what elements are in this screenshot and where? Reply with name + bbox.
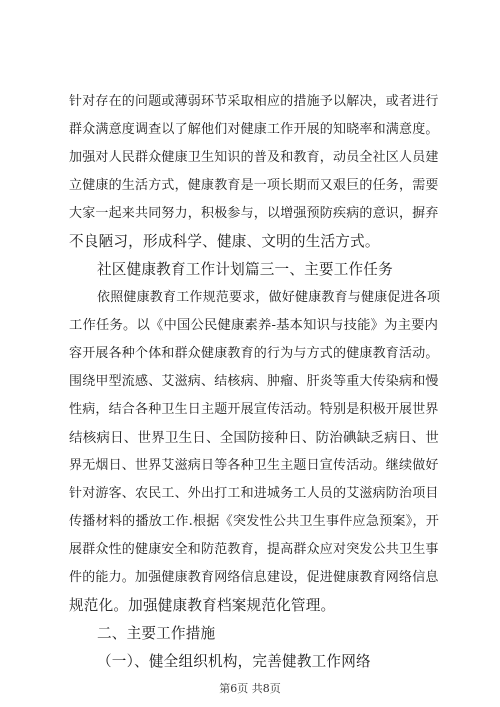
body-text-line: 针对游客、农民工、外出打工和进城务工人员的艾滋病防治项目 (69, 486, 439, 501)
body-text-line: 界无烟日、世界艾滋病日等各种卫生主题日宣传活动。继续做好 (69, 458, 439, 473)
body-text-line: 围绕甲型流感、艾滋病、结核病、肿瘤、肝炎等重大传染病和慢 (69, 374, 439, 389)
body-text-line: 大家一起来共同努力，积极参与，以增强预防疾病的意识，摒弃 (69, 206, 439, 221)
body-text-line: 规范化。加强健康教育档案规范化管理。 (69, 597, 336, 614)
body-text-line: 不良陋习，形成科学、健康、文明的生活方式。 (69, 233, 380, 250)
section-heading: 二、主要工作措施 (97, 625, 216, 642)
body-text-line: 群众满意度调查以了解他们对健康工作开展的知晓率和满意度。 (69, 122, 439, 137)
body-text-line: 传播材料的播放工作.根据《突发性公共卫生事件应急预案》，开 (69, 514, 440, 529)
body-text-line: 展群众性的健康安全和防范教育，提高群众应对突发公共卫生事 (69, 542, 439, 557)
body-text-line: 立健康的生活方式，健康教育是一项长期而又艰巨的任务，需要 (69, 178, 439, 193)
body-text-line: 结核病日、世界卫生日、全国防接种日、防治碘缺乏病日、世 (69, 430, 439, 446)
body-text-line: 容开展各种个体和群众健康教育的行为与方式的健康教育活动。 (69, 346, 439, 361)
body-text-line: 依照健康教育工作规范要求，做好健康教育与健康促进各项 (97, 290, 441, 305)
subsection-heading: （一）、健全组织机构，完善健教工作网络 (97, 653, 371, 670)
body-text-line: 性病，结合各种卫生日主题开展宣传活动。特别是积极开展世界 (69, 402, 439, 417)
page-number-footer: 第6页 共8页 (219, 682, 281, 695)
body-text-line: 工作任务。以《中国公民健康素养-基本知识与技能》为主要内 (69, 318, 439, 333)
body-text-line: 加强对人民群众健康卫生知识的普及和教育，动员全社区人员建 (69, 150, 439, 165)
body-text-line: 件的能力。加强健康教育网络信息建设，促进健康教育网络信息 (69, 570, 439, 585)
section-heading: 社区健康教育工作计划篇三一、主要工作任务 (97, 261, 393, 278)
body-text-line: 针对存在的问题或薄弱环节采取相应的措施予以解决，或者进行 (69, 94, 439, 109)
